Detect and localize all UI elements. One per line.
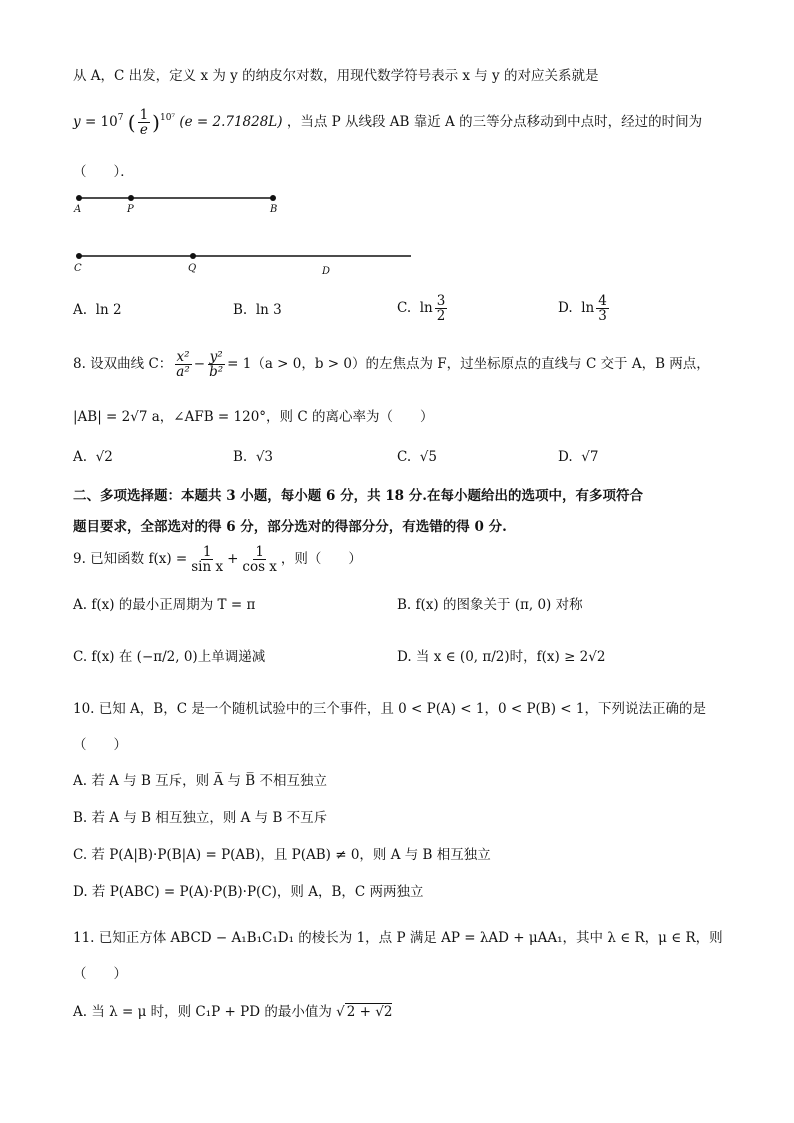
q10-option-c[interactable]: C. 若 P(A|B)·P(B|A) = P(AB)，且 P(AB) ≠ 0，则 A 与 B 相互独立	[73, 847, 491, 863]
q9-option-d[interactable]: D. 当 x ∈ (0, π/2)时，f(x) ≥ 2√2	[397, 649, 606, 665]
formula-eq: = 10	[84, 114, 118, 131]
q8-option-d[interactable]: D. √7	[558, 449, 599, 465]
section2-line1: 二、多项选择题：本题共 3 小题，每小题 6 分，共 18 分.在每小题给出的选项中，有多项符合	[73, 488, 643, 504]
label-q: Q	[188, 263, 197, 274]
q9-option-a[interactable]: A. f(x) 的最小正周期为 T = π	[73, 597, 256, 613]
point-c	[76, 253, 82, 259]
formula-e: (e = 2.71828L)	[179, 114, 283, 131]
q8-line1: 8. 设双曲线 C： $\frac{\text{x²}}{\text{a²}}$ − $\frac{\text{y²}}{\text{b²}}$ = 1（a > 0，b > 0）的左焦点为 F，过坐标原点的直线与 C 交于 A，B 两点，	[73, 349, 710, 381]
q8-option-c[interactable]: C. √5	[397, 449, 437, 465]
label-c: C	[74, 263, 82, 274]
label-p: P	[127, 204, 134, 215]
q9-option-c[interactable]: C. f(x) 在 (−π/2, 0)上单调递减	[73, 649, 266, 665]
q7-option-d[interactable]: D. ln $\frac{4}{3}$	[558, 293, 607, 325]
q11-line1: 11. 已知正方体 ABCD − A₁B₁C₁D₁ 的棱长为 1，点 P 满足 AP = λAD + μAA₁，其中 λ ∈ R，μ ∈ R，则	[73, 930, 723, 946]
point-q	[190, 253, 196, 259]
q10-line1: 10. 已知 A，B，C 是一个随机试验中的三个事件，且 0 < P(A) < 1，0 < P(B) < 1，下列说法正确的是	[73, 701, 706, 717]
q7-line3: （ ）．	[73, 164, 134, 180]
formula-y: y	[73, 114, 81, 131]
formula-frac: $\frac{1}{e}$	[139, 107, 149, 139]
q7-line2-tail: ，当点 P 从线段 AB 靠近 A 的三等分点移动到中点时，经过的时间为	[286, 114, 703, 131]
q10-option-a[interactable]: A. 若 A 与 B 互斥，则 A̅ 与 B̅ 不相互独立	[73, 773, 328, 789]
q7-line1: 从 A，C 出发，定义 x 为 y 的纳皮尔对数，用现代数学符号表示 x 与 y 的对应关系就是	[73, 68, 599, 84]
q7-option-b[interactable]: B. ln 3	[233, 302, 282, 318]
label-d: D	[322, 266, 331, 277]
segment-diagram	[0, 0, 794, 300]
q9-option-b[interactable]: B. f(x) 的图象关于 (π, 0) 对称	[397, 597, 583, 613]
q10-option-d[interactable]: D. 若 P(ABC) = P(A)·P(B)·P(C)，则 A，B，C 两两独立	[73, 884, 424, 900]
label-a: A	[74, 204, 82, 215]
section2-line2: 题目要求，全部选对的得 6 分，部分选对的得部分分，有选错的得 0 分.	[73, 519, 507, 535]
q7-option-a[interactable]: A. ln 2	[73, 302, 122, 318]
q10-option-b[interactable]: B. 若 A 与 B 相互独立，则 A 与 B 不互斥	[73, 810, 328, 826]
point-b	[270, 195, 276, 201]
q9-stem: 9. 已知函数 f(x) = $\frac{1}{\text{sin x}}$ + $\frac{1}{\text{cos x}}$ ，则（ ）	[73, 544, 362, 576]
label-b: B	[270, 204, 278, 215]
q11-line2: （ ）	[73, 966, 127, 982]
point-p	[128, 195, 134, 201]
q8-line2: |AB| = 2√7 a，∠AFB = 120°，则 C 的离心率为（ ）	[73, 409, 434, 425]
formula-exp: 7	[117, 113, 124, 124]
q7-option-c[interactable]: C. ln $\frac{3}{2}$	[397, 293, 446, 325]
q7-formula-line: $y = 10^7$ ( $\frac{1}{e}$ )$^{10^7}$ (e = 2.71828L) ，当点 P 从线段 AB 靠近 A 的三等分点移动到中点时，经过的时间为	[73, 107, 703, 139]
formula-outer-exp: 10⁷	[159, 113, 176, 124]
point-a	[76, 195, 82, 201]
q8-option-a[interactable]: A. √2	[73, 449, 113, 465]
q11-option-a[interactable]: A. 当 λ = μ 时，则 C₁P + PD 的最小值为 √ 2 + √2	[73, 1004, 393, 1020]
q10-line2: （ ）	[73, 737, 127, 753]
q8-option-b[interactable]: B. √3	[233, 449, 274, 465]
